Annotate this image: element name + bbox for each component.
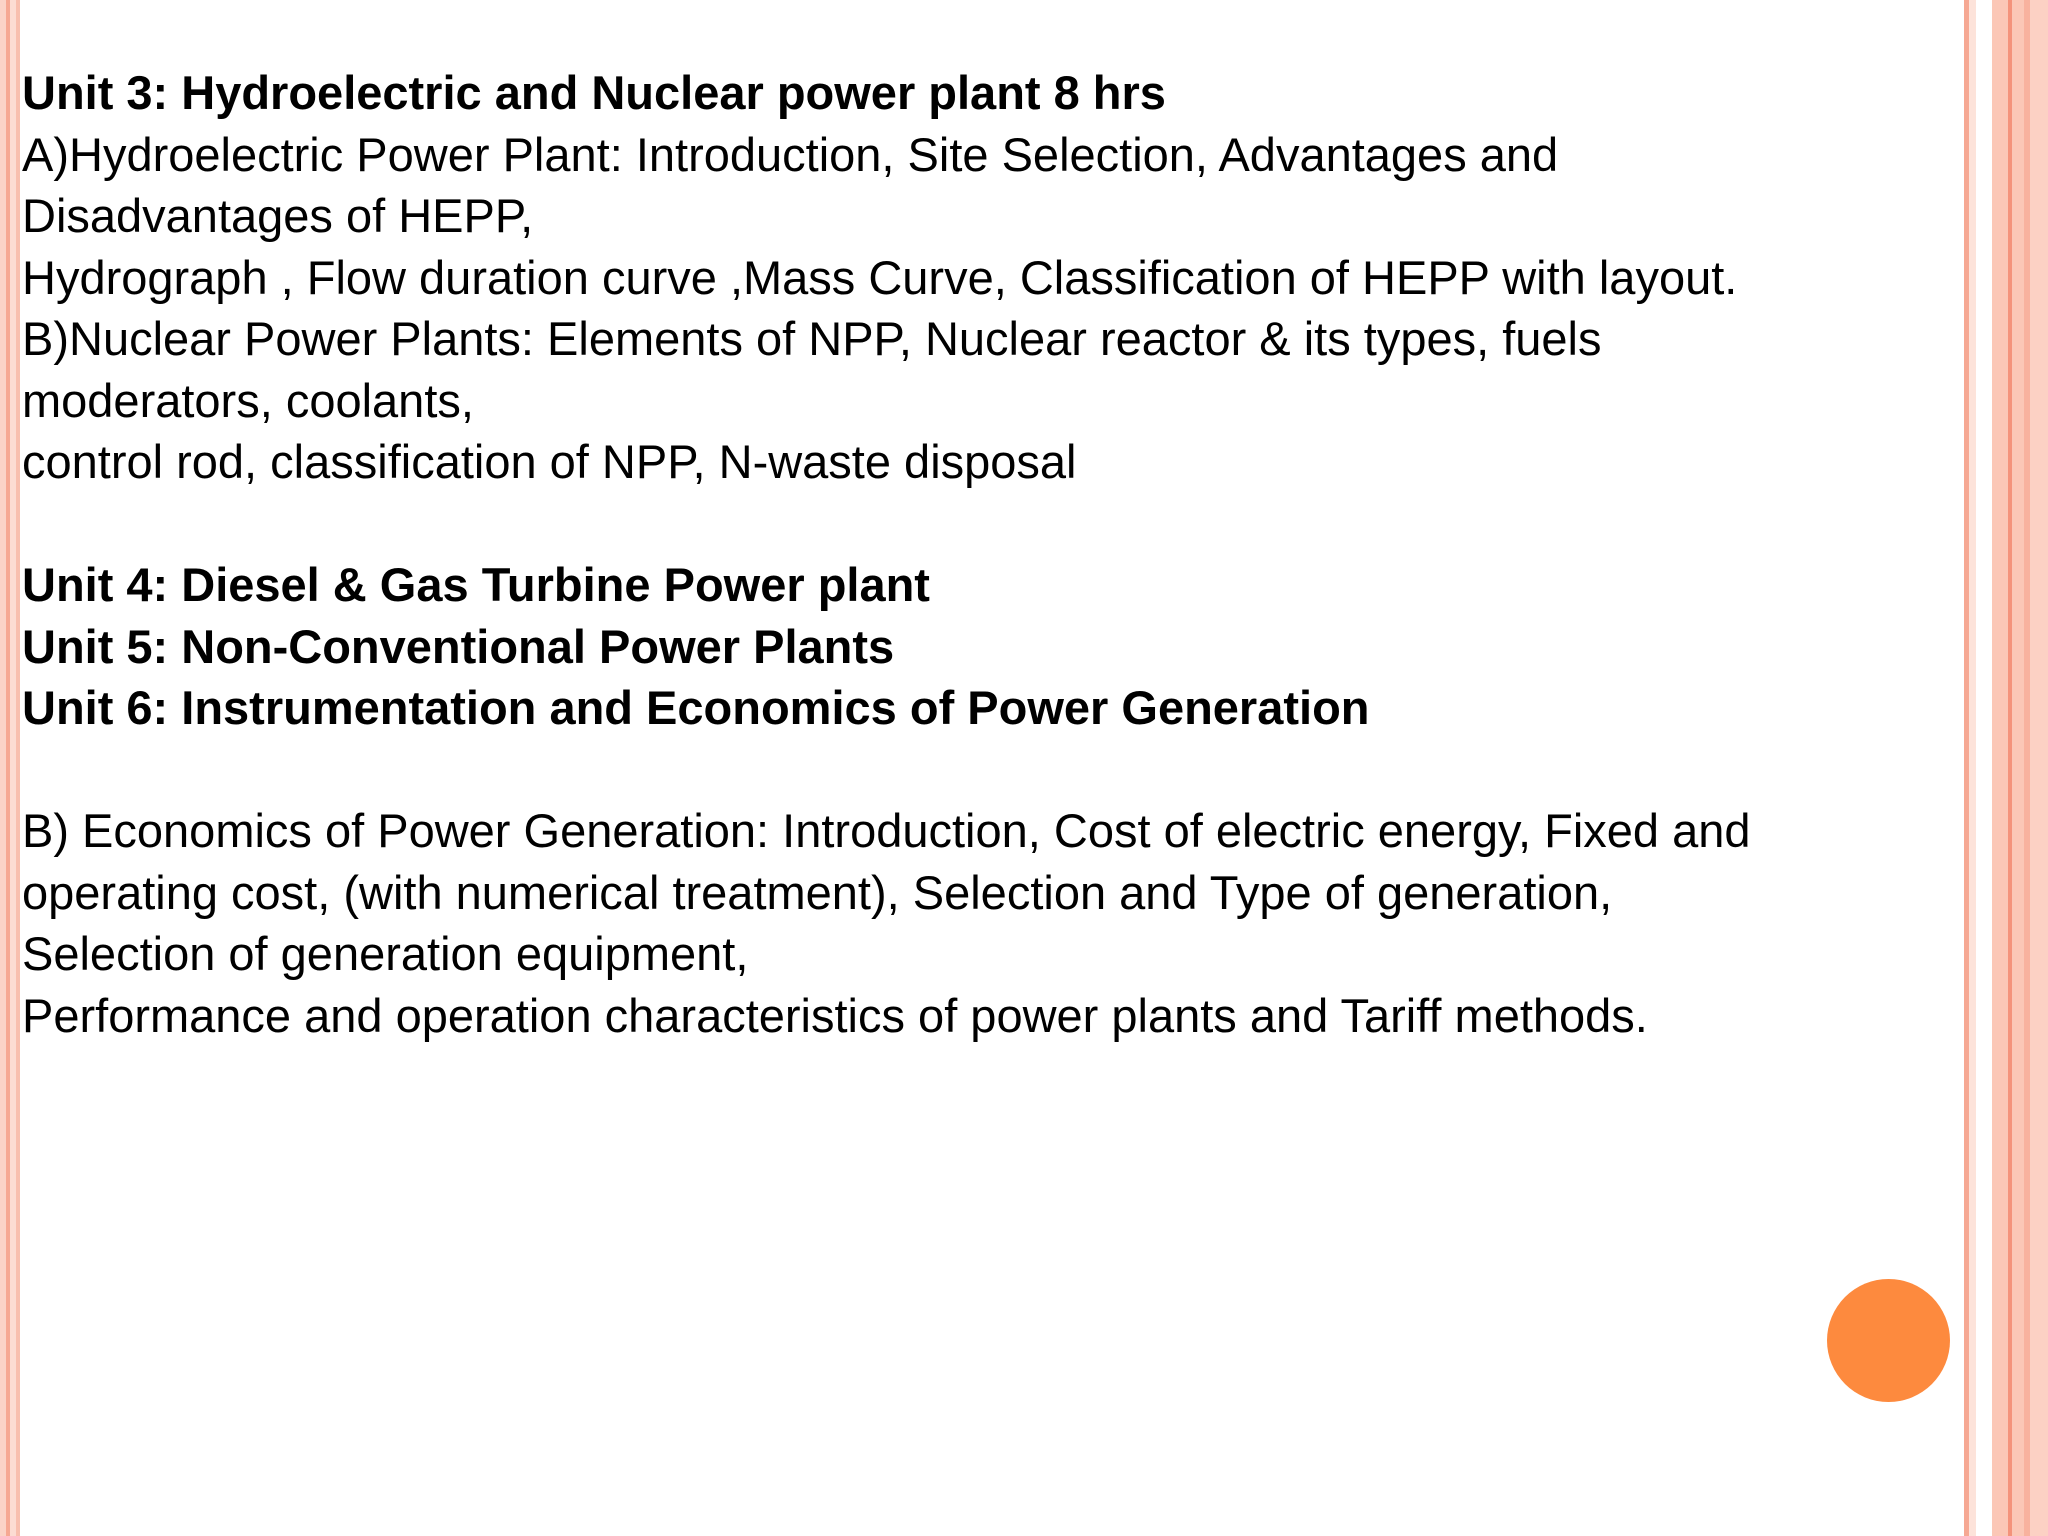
- paragraph-gap: [22, 493, 1952, 555]
- unit-3-line: Disadvantages of HEPP,: [22, 189, 534, 242]
- economics-line: Performance and operation characteristics of power plants and Tariff methods.: [22, 988, 1648, 1042]
- unit-3-line: moderators, coolants,: [22, 373, 474, 427]
- unit-4-heading: Unit 4: Diesel & Gas Turbine Power plant: [22, 558, 930, 611]
- unit-5-heading: Unit 5: Non-Conventional Power Plants: [22, 619, 895, 673]
- economics-line: operating cost, (with numerical treatment), Selection and Type of generation,: [22, 865, 1613, 919]
- economics-line: Selection of generation equipment,: [22, 927, 749, 980]
- economics-line: B) Economics of Power Generation: Introduction, Cost of electric energy, Fixed and: [22, 804, 1751, 857]
- unit-3-line: A)Hydroelectric Power Plant: Introduction, Site Selection, Advantages and: [22, 127, 1559, 181]
- unit-6-heading: Unit 6: Instrumentation and Economics of Power Generation: [22, 681, 1370, 734]
- unit-3-heading: Unit 3: Hydroelectric and Nuclear power plant 8 hrs: [22, 66, 1166, 119]
- unit-3-line: control rod, classification of NPP, N-waste disposal: [22, 435, 1077, 488]
- unit-3-line: B)Nuclear Power Plants: Elements of NPP, Nuclear reactor & its types, fuels: [22, 312, 1602, 365]
- paragraph-gap: [22, 739, 1952, 801]
- unit-3-line: Hydrograph , Flow duration curve ,Mass Curve, Classification of HEPP with layout.: [22, 250, 1738, 304]
- slide-body: [22, 62, 1952, 1046]
- right-decorative-border: [1964, 0, 2048, 1536]
- orange-circle-decoration: [1827, 1279, 1950, 1402]
